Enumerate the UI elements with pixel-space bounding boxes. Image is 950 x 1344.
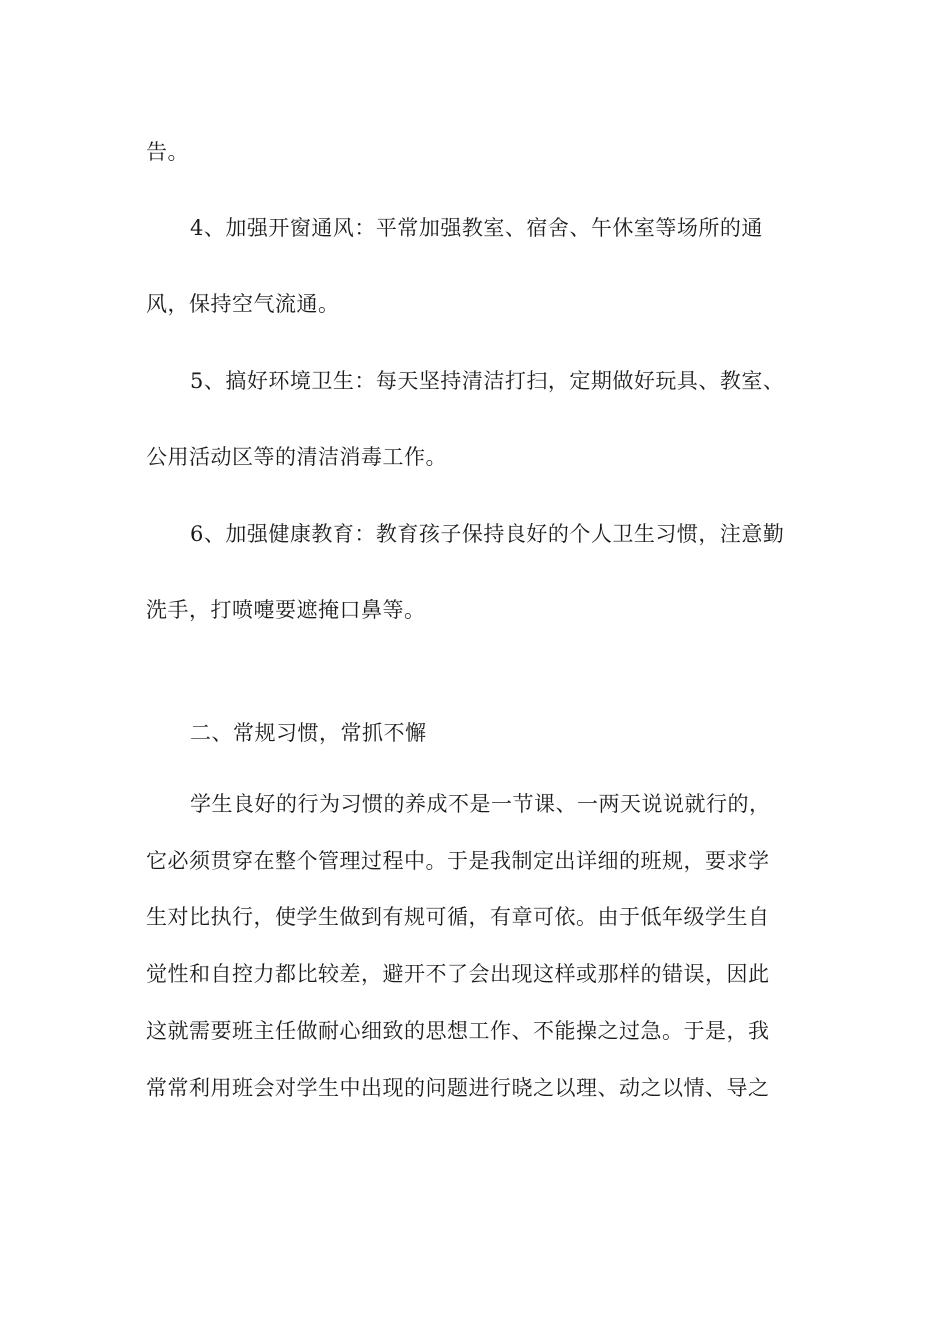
text-line: 这就需要班主任做耐心细致的思想工作、不能操之过急。于是，我 [146,1019,770,1043]
text-line: 生对比执行，使学生做到有规可循，有章可依。由于低年级学生自 [146,905,770,929]
text-line: 5、搞好环境卫生：每天坚持清洁打扫，定期做好玩具、教室、 [190,369,785,393]
text-line: 洗手，打喷嚏要遮掩口鼻等。 [146,598,426,622]
text-line: 风，保持空气流通。 [146,292,340,316]
text-line: 觉性和自控力都比较差，避开不了会出现这样或那样的错误，因此 [146,962,770,986]
text-line: 告。 [146,140,189,164]
text-line: 学生良好的行为习惯的养成不是一节课、一两天说说就行的， [190,792,771,816]
section-heading: 二、常规习惯，常抓不懈 [190,721,427,745]
text-line: 常常利用班会对学生中出现的问题进行晓之以理、动之以情、导之 [146,1076,770,1100]
text-line: 公用活动区等的清洁消毒工作。 [146,445,447,469]
text-line: 4、加强开窗通风：平常加强教室、宿舍、午休室等场所的通 [190,216,763,240]
text-line: 6、加强健康教育：教育孩子保持良好的个人卫生习惯，注意勤 [190,522,785,546]
text-line: 它必须贯穿在整个管理过程中。于是我制定出详细的班规，要求学 [146,849,770,873]
